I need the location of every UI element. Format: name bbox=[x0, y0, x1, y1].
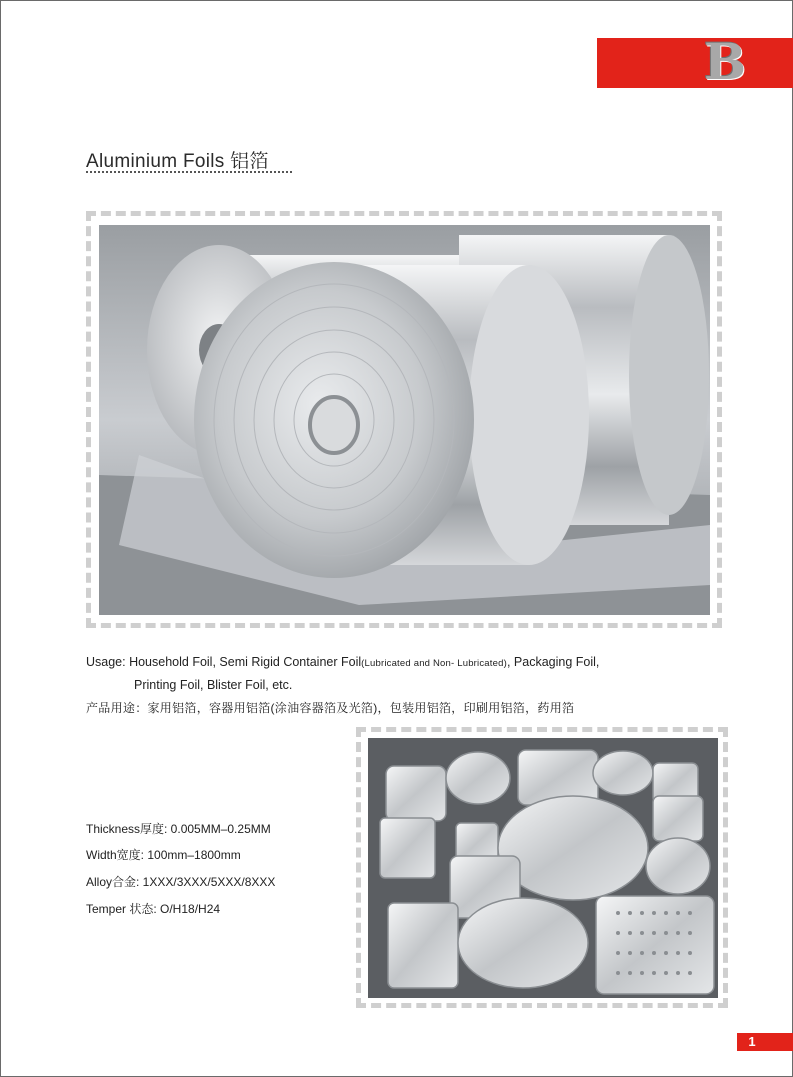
spec-alloy: Alloy合金: 1XXX/3XXX/5XXX/8XXX bbox=[86, 875, 276, 889]
usage-text bbox=[86, 655, 599, 669]
usage-lubricated-note: (Lubricated and Non- Lubricated) bbox=[361, 658, 507, 669]
spec-temper: Temper 状态: O/H18/H24 bbox=[86, 902, 221, 916]
page-number: 1 bbox=[748, 1034, 756, 1049]
aluminium-foil-rolls-photo bbox=[99, 225, 710, 615]
foil-containers-photo bbox=[368, 738, 718, 998]
spec-width: Width宽度: 100mm–1800mm bbox=[86, 848, 241, 862]
usage-suffix: , Packaging Foil, bbox=[506, 655, 600, 669]
spec-thickness: Thickness厚度: 0.005MM–0.25MM bbox=[86, 822, 271, 836]
usage-text-chinese: 产品用途：家用铝箔，容器用铝箔(涂油容器箔及光箔)，包装用铝箔，印刷用铝箔，药用箔 bbox=[86, 701, 575, 715]
brand-band bbox=[597, 38, 793, 88]
usage-prefix: Usage: Household Foil, Semi Rigid Container Foil bbox=[86, 655, 362, 669]
page-title: Aluminium Foils 铝箔 bbox=[86, 151, 269, 172]
title-underline bbox=[86, 171, 292, 173]
brand-logo: B bbox=[703, 32, 747, 91]
usage-text-continued: Printing Foil, Blister Foil, etc. bbox=[134, 678, 293, 692]
